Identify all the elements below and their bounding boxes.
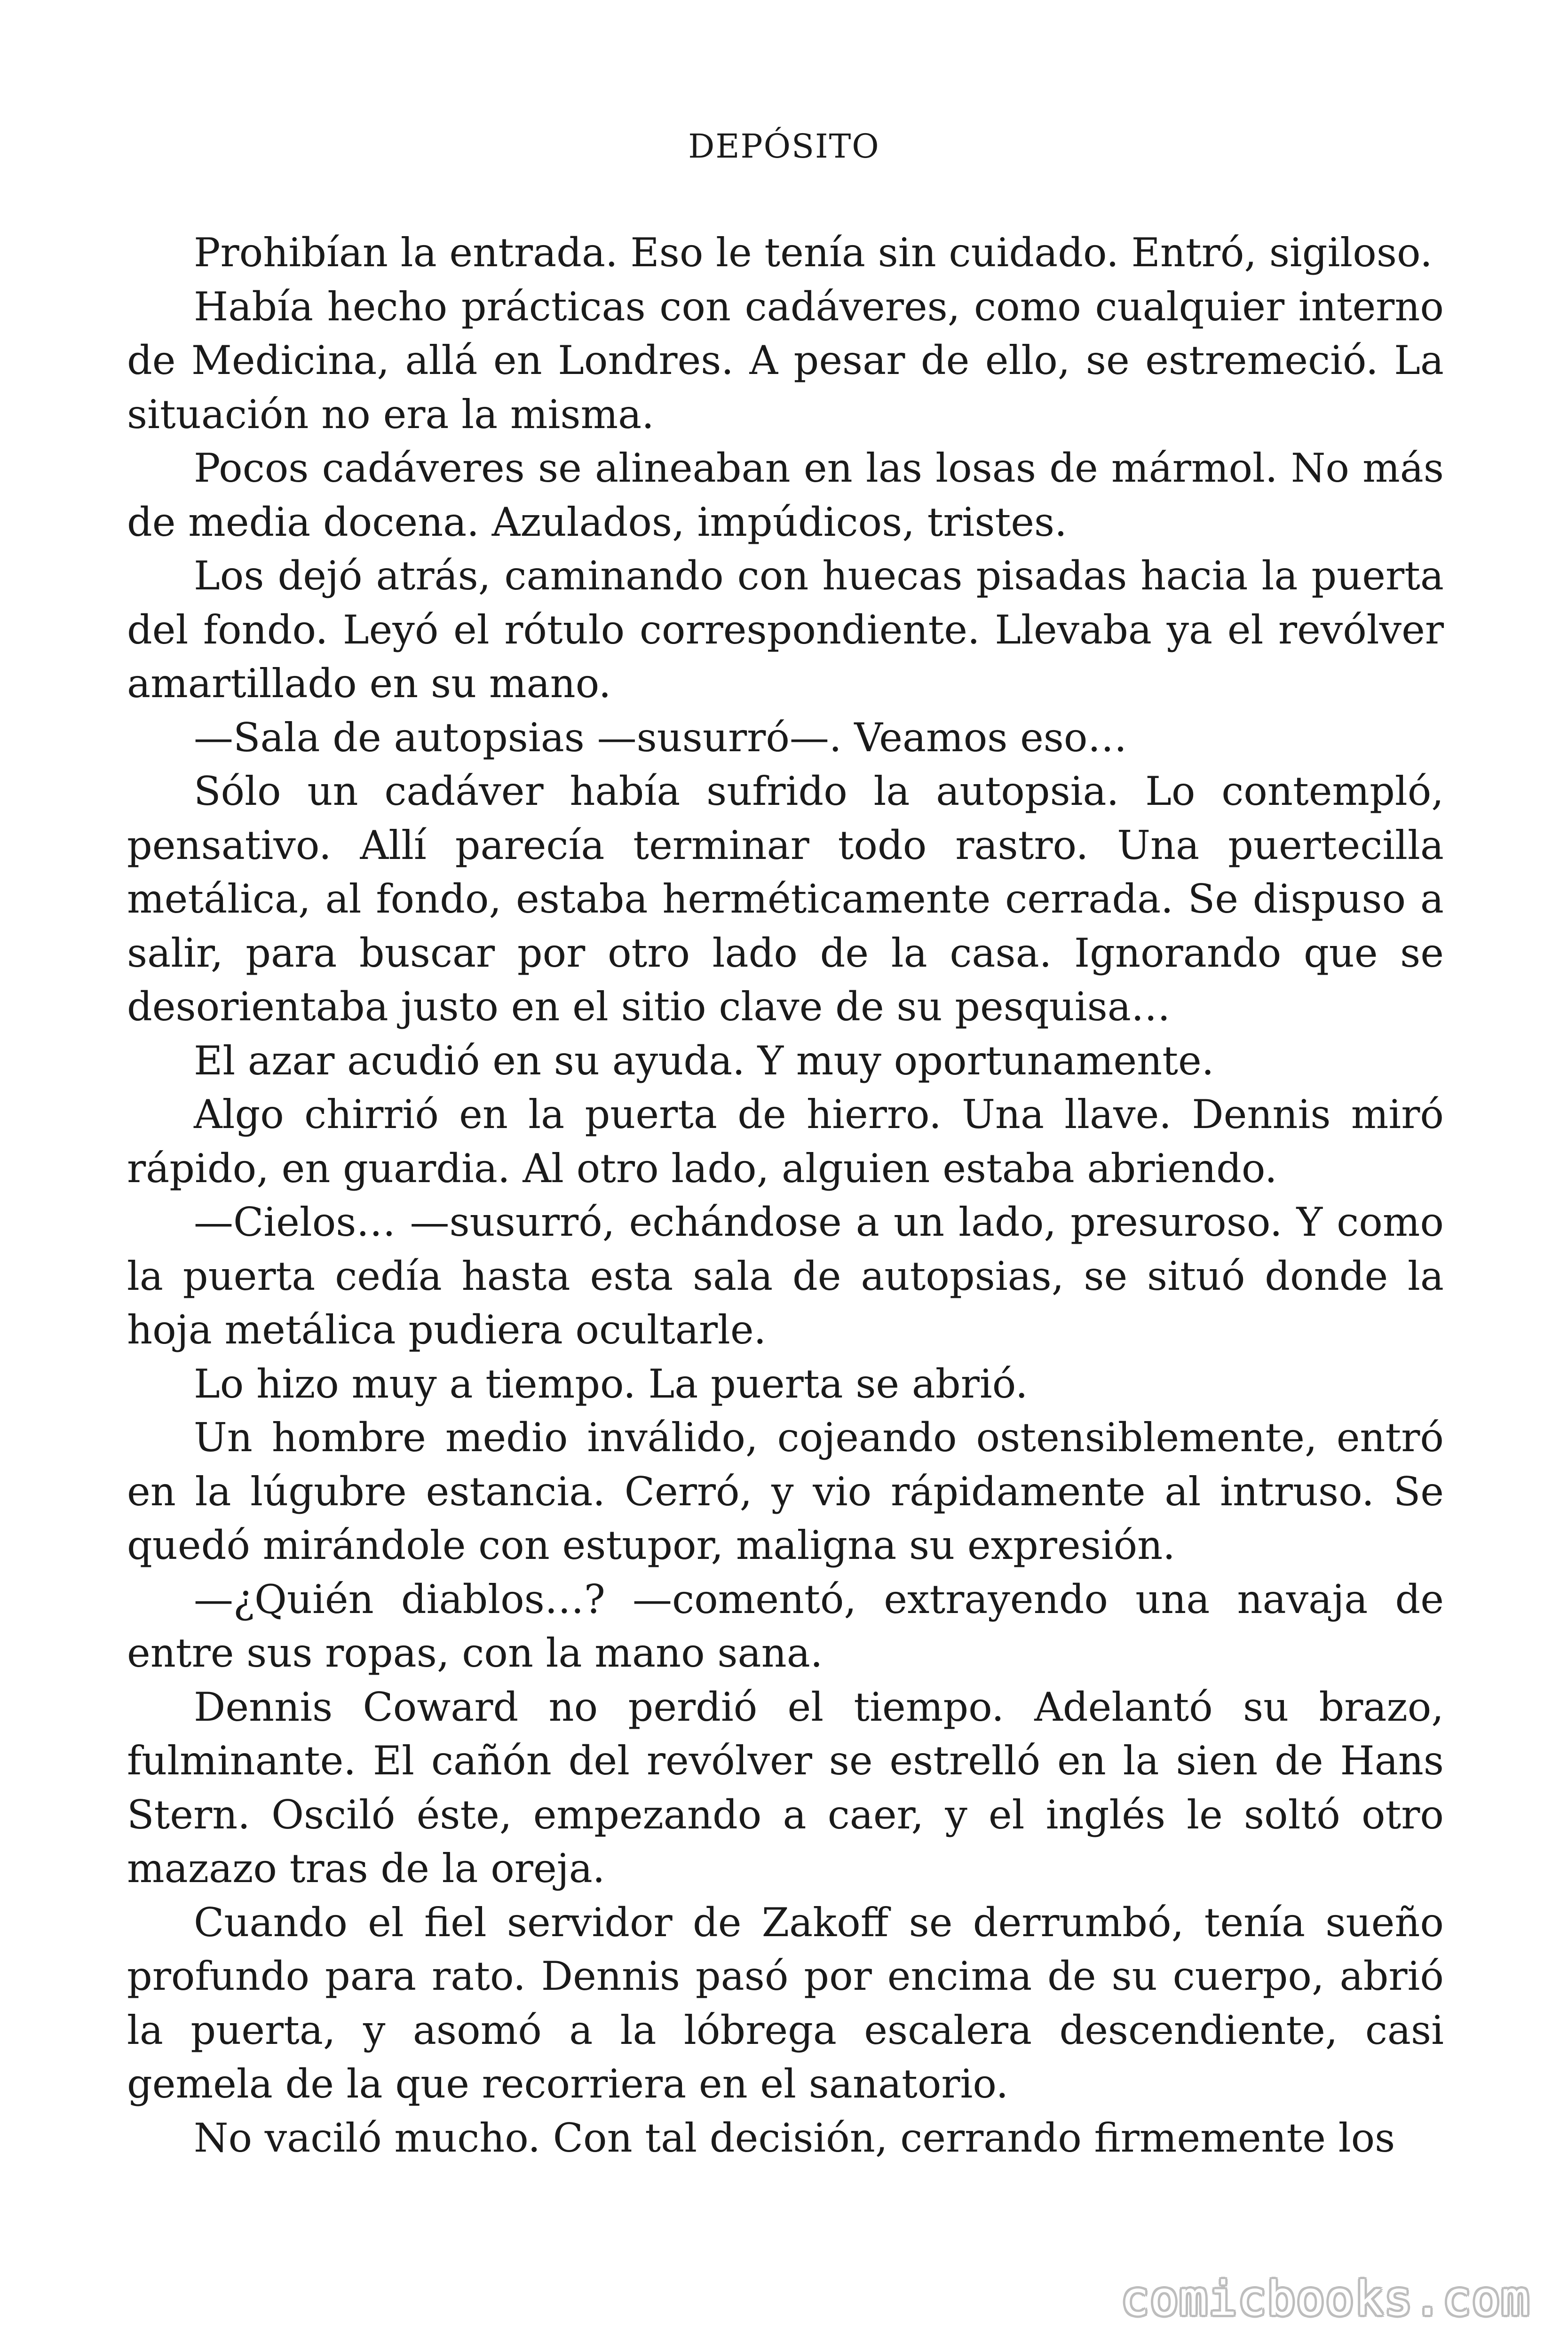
paragraph: Prohibían la entrada. Eso le tenía sin cuidado. Entró, sigiloso. (194, 230, 1433, 276)
paragraph: Cuando el fiel servidor de Zakoff se derrumbó, tenía sueño profundo para rato. Dennis pasó por encima de su cuerpo, abrió la puerta, y asomó a la lóbrega escalera descendiente, casi gemela de la que recorriera en el sanatorio. (127, 1899, 1444, 2107)
paragraph: Algo chirrió en la puerta de hierro. Una llave. Dennis miró rápido, en guardia. Al otro lado, alguien estaba abriendo. (127, 1091, 1444, 1192)
body-text (127, 226, 1444, 2165)
paragraph: Lo hizo muy a tiempo. La puerta se abrió. (194, 1360, 1028, 1407)
paragraph: Los dejó atrás, caminando con huecas pisadas hacia la puerta del fondo. Leyó el rótulo correspondiente. Llevaba ya el revólver amartillado en su mano. (127, 553, 1444, 707)
paragraph: Pocos cadáveres se alineaban en las losas de mármol. No más de media docena. Azulados, impúdicos, tristes. (127, 445, 1444, 545)
paragraph: —Sala de autopsias —susurró—. Veamos eso… (194, 714, 1127, 761)
watermark: comicbooks.com (1121, 2271, 1530, 2326)
paragraph: Sólo un cadáver había sufrido la autopsia. Lo contempló, pensativo. Allí parecía terminar todo rastro. Una puertecilla metálica, al fondo, estaba herméticamente cerrada. Se dispuso a salir, para buscar por otro lado de la casa. Ignorando que se desorientaba justo en el sitio clave de su pesquisa… (127, 768, 1444, 1030)
paragraph: —¿Quién diablos…? —comentó, extrayendo una navaja de entre sus ropas, con la mano sana. (127, 1576, 1444, 1676)
paragraph: No vaciló mucho. Con tal decisión, cerrando firmemente los (194, 2114, 1395, 2161)
paragraph: Había hecho prácticas con cadáveres, como cualquier interno de Medicina, allá en Londres. A pesar de ello, se estremeció. La situación no era la misma. (127, 283, 1444, 437)
running-head: DEPÓSITO (688, 127, 880, 166)
paragraph: El azar acudió en su ayuda. Y muy oportunamente. (194, 1037, 1214, 1084)
paragraph: Un hombre medio inválido, cojeando ostensiblemente, entró en la lúgubre estancia. Cerró, y vio rápidamente al intruso. Se quedó mirándole con estupor, maligna su expresión. (127, 1414, 1444, 1568)
paragraph: Dennis Coward no perdió el tiempo. Adelantó su brazo, fulminante. El cañón del revólver se estrelló en la sien de Hans Stern. Osciló éste, empezando a caer, y el inglés le soltó otro mazazo tras de la oreja. (127, 1684, 1444, 1891)
paragraph: —Cielos… —susurró, echándose a un lado, presuroso. Y como la puerta cedía hasta esta sala de autopsias, se situó donde la hoja metálica pudiera ocultarle. (127, 1199, 1444, 1353)
